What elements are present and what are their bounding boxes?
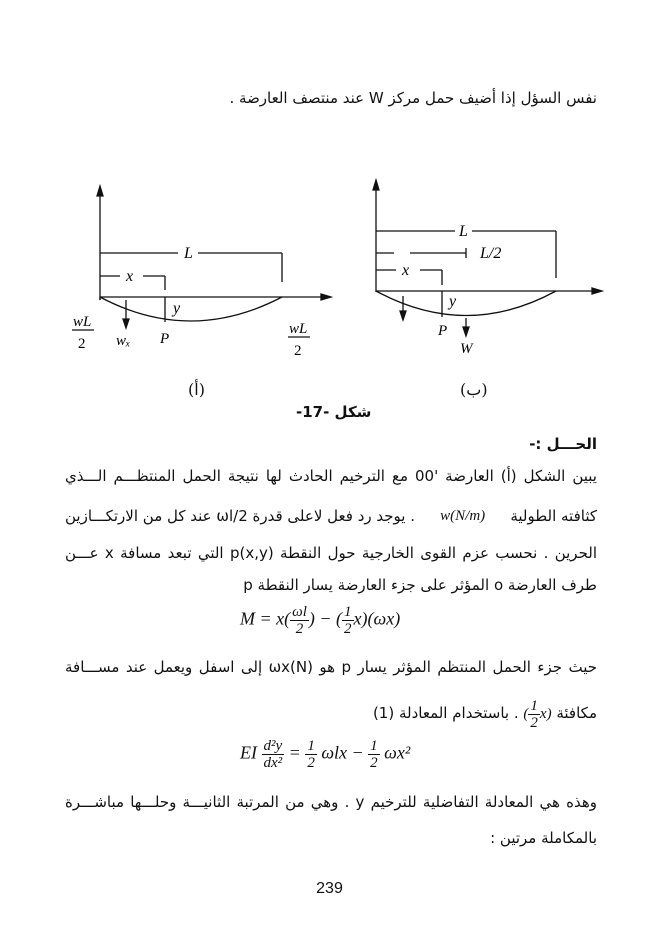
eq1-lhs: M = x( — [240, 608, 291, 629]
para2-line1: حيث جزء الحمل المنتظم المؤثر يسار p هو ωx(N) إلى اسفل ويعمل عند مســـافة — [65, 658, 597, 676]
fig-a-caption: (أ) — [188, 380, 205, 399]
para2-line2-a: مكافئة — [556, 703, 597, 722]
fig-b-L: L — [459, 223, 468, 240]
para3-line2: بالمكاملة مرتين : — [490, 829, 597, 847]
para2-frac-num: 1 — [530, 698, 538, 714]
eq2-lhs-den: dx² — [263, 755, 283, 771]
beam-figure-a — [0, 0, 659, 420]
eq2-EI: EI — [240, 742, 257, 763]
eq2-equals: = — [288, 742, 301, 763]
fig-b-L-half: L/2 — [480, 245, 502, 262]
density-symbol: w(N/m) — [440, 508, 486, 524]
para1-line2-a: كثافته الطولية — [510, 507, 597, 525]
fig-a-y: y — [173, 300, 181, 317]
equation-moment — [240, 604, 400, 637]
fig-b-W: W — [460, 341, 473, 357]
fig-b-caption: (ب) — [460, 380, 488, 399]
para1-line2-b: . يوجد رد فعل لاعلى قدرة ωl/2 عند كل من الارتكـــازين — [65, 507, 415, 525]
fig-a-left-support-den: 2 — [78, 336, 86, 352]
fig-a-L: L — [184, 245, 193, 262]
para1-line2 — [65, 506, 597, 526]
eq1-rhs: x)(ωx) — [353, 608, 401, 629]
fig-b-P: P — [438, 323, 448, 339]
fig-a-P: P — [160, 331, 170, 347]
fig-a-wx: wₓ — [116, 333, 131, 349]
para3-line1: وهذه هي المعادلة التفاضلية للترخيم y . وهي من المرتبة الثانيـــة وحلـــها مباشـــرة — [65, 793, 597, 811]
fig-a-right-support-num: wL — [289, 321, 308, 337]
page-number: 239 — [316, 880, 343, 897]
eq1-frac2 — [342, 604, 354, 637]
para2-equivalent-distance — [523, 698, 551, 731]
eq1-frac2-num: 1 — [344, 604, 352, 620]
eq2-term2: ωx² — [384, 742, 411, 763]
eq2-frac2-num: 1 — [370, 738, 378, 754]
fig-a-x: x — [126, 268, 134, 285]
eq2-frac1-den: 2 — [307, 755, 315, 771]
fig-b-y: y — [449, 293, 457, 310]
fig-b-x: x — [402, 262, 410, 279]
figure-a-diagram — [72, 186, 331, 337]
eq2-frac2 — [368, 738, 380, 771]
para2-open: ( — [523, 705, 529, 722]
eq1-frac2-den: 2 — [344, 621, 352, 637]
equation-differential — [240, 738, 410, 771]
para1-line1: يبين الشكل (أ) العارضة '00 مع الترخيم الحادث لها نتيجة الحمل المنتظـــم الـــذي — [65, 467, 597, 485]
para2-close: x) — [539, 705, 552, 722]
fig-a-left-support-num: wL — [73, 314, 92, 330]
fig-a-right-support-den: 2 — [294, 343, 302, 359]
para2-line2-b: . باستخدام المعادلة (1) — [372, 703, 519, 722]
para1-line3: الحرين . نحسب عزم القوى الخارجية حول النقطة p(x,y) التي تبعد مسافة x عـــن — [65, 544, 597, 562]
para2-frac-den: 2 — [530, 715, 538, 731]
solution-heading: الحـــل :- — [529, 435, 597, 453]
para2-frac — [528, 698, 540, 731]
eq1-mid: ) − ( — [308, 608, 343, 629]
eq2-lhs-num: d²y — [263, 738, 283, 754]
eq1-frac1-den: 2 — [295, 621, 304, 637]
eq2-frac1-num: 1 — [307, 738, 315, 754]
intro-text: نفس السؤل إذا أضيف حمل مركز W عند منتصف العارضة . — [229, 89, 597, 107]
para1-line4: طرف العارضة o المؤثر على جزء العارضة يسار النقطة p — [243, 576, 597, 594]
eq2-frac2-den: 2 — [370, 755, 378, 771]
eq2-lhs-frac — [262, 738, 285, 771]
eq1-frac1-num: ωl — [292, 604, 307, 620]
eq2-term1: ωlx − — [321, 742, 364, 763]
figure-label: شكل -17- — [296, 403, 372, 421]
eq1-frac1 — [290, 604, 309, 637]
para2-line2 — [373, 698, 597, 731]
eq2-frac1 — [305, 738, 317, 771]
